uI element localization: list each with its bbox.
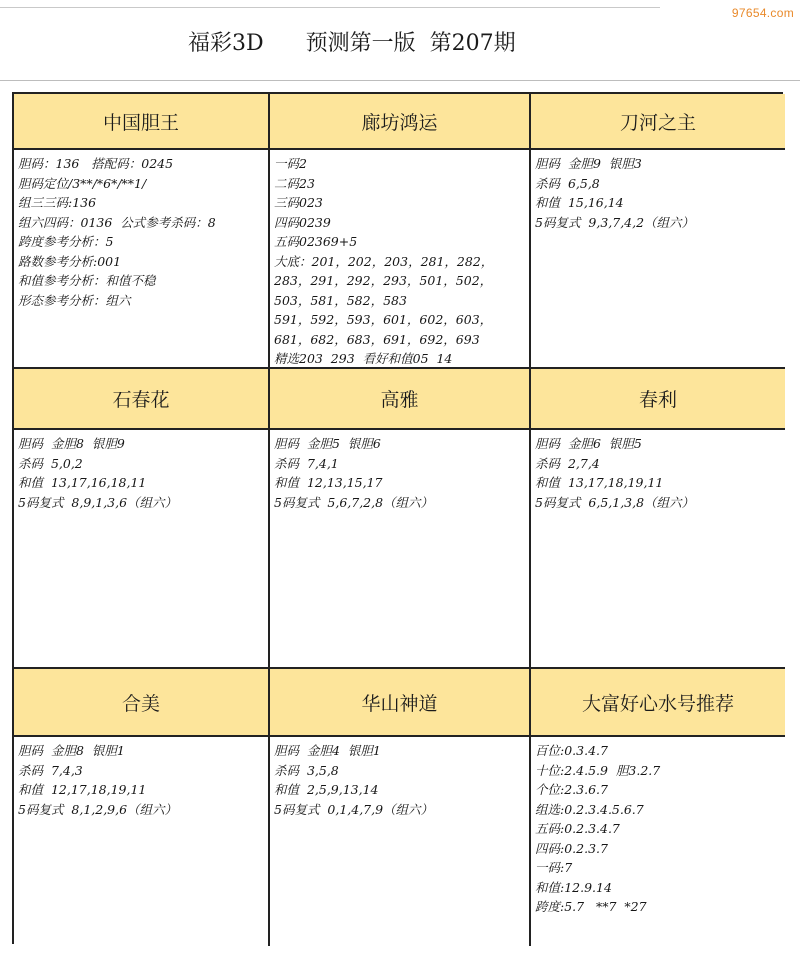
panel-line: 和值 12,17,18,19,11 [18,782,147,797]
title-divider [0,80,800,81]
panel-line: 和值:12.9.14 [535,879,612,895]
panel-body [531,150,785,369]
panel-line: 和值 13,17,18,19,11 [535,475,664,490]
panel-line: 个位:2.3.6.7 [535,782,608,797]
panel-line: 五码02369+5 [274,234,358,249]
panel-line: 一码2 [274,156,307,171]
panel-header: 石春花 [14,369,270,430]
panel-line: 二码23 [274,175,315,191]
panel-line: 胆码 金胆5 银胆6 [274,436,381,451]
panel-line: 三码023 [274,195,323,210]
page-title: 福彩3D 预测第一版 第207期 [188,31,516,56]
panel-line: 胆码定位/3**/*6*/**1/ [18,175,147,191]
panel-line: 和值 15,16,14 [535,195,624,210]
panel-line: 5码复式 8,1,2,9,6（组六） [18,801,178,817]
panel-line: 和值 2,5,9,13,14 [274,782,379,797]
panel-line: 跨度:5.7 **7 *27 [535,899,647,914]
panel-header: 春利 [531,369,785,430]
panel-line: 和值 12,13,15,17 [274,475,383,490]
panel-body [270,737,531,946]
panel-line: 组选:0.2.3.4.5.6.7 [535,801,644,817]
panel-line: 胆码 金胆8 银胆9 [18,436,125,451]
prediction-table [12,92,783,944]
panel-line: 胆码 金胆9 银胆3 [535,156,642,171]
panel-body [14,737,270,946]
panel-body [270,150,531,369]
panel-header: 华山神道 [270,669,531,737]
panel-header: 高雅 [270,369,531,430]
panel-line: 组六四码：0136 公式参考杀码：8 [18,214,216,230]
panel-line: 杀码 2,7,4 [535,455,600,471]
panel-line: 跨度参考分析：5 [18,234,114,249]
panel-line: 五码:0.2.3.4.7 [535,821,620,836]
panel-line: 杀码 5,0,2 [18,455,83,471]
panel-line: 胆码 金胆8 银胆1 [18,743,125,758]
panel-header: 刀河之主 [531,94,785,150]
panel-line: 5码复式 8,9,1,3,6（组六） [18,494,178,510]
panel-line: 形态参考分析：组六 [18,292,131,308]
panel-header: 大富好心水号推荐 [531,669,785,737]
panel-line: 大底：201，202，203，281，282，283，291，292，293，501，502，503，581，582，583 [274,253,494,308]
panel-line: 591，592，593，601，602，603，681，682，683，691，692，693 [274,312,493,347]
panel-line: 四码0239 [274,214,331,230]
panel-line: 路数参考分析:001 [18,253,122,269]
panel-line: 5码复式 6,5,1,3,8（组六） [535,494,695,510]
panel-line: 和值 13,17,16,18,11 [18,475,147,490]
panel-line: 组三三码:136 [18,195,97,210]
panel-line: 十位:2.4.5.9 胆3.2.7 [535,762,661,778]
top-divider [0,7,660,8]
watermark: 97654.com [731,6,794,20]
panel-line: 胆码 金胆4 银胆1 [274,743,381,758]
panel-line: 杀码 3,5,8 [274,762,339,778]
panel-line: 5码复式 0,1,4,7,9（组六） [274,801,434,817]
panel-body [14,430,270,669]
panel-body [531,737,785,946]
panel-line: 杀码 7,4,1 [274,455,339,471]
panel-header: 中国胆王 [14,94,270,150]
panel-line: 四码:0.2.3.7 [535,840,608,856]
panel-line: 胆码：136 搭配码：0245 [18,156,174,171]
panel-line: 精选203 293 看好和值05 14 [274,351,453,366]
panel-body [14,150,270,369]
panel-header: 合美 [14,669,270,737]
panel-line: 百位:0.3.4.7 [535,743,608,758]
panel-body [270,430,531,669]
panel-line: 5码复式 9,3,7,4,2（组六） [535,214,695,230]
panel-header: 廊坊鸿运 [270,94,531,150]
panel-line: 杀码 6,5,8 [535,175,600,191]
panel-line: 杀码 7,4,3 [18,762,83,778]
panel-line: 5码复式 5,6,7,2,8（组六） [274,494,434,510]
panel-line: 一码:7 [535,860,573,875]
panel-body [531,430,785,669]
panel-line: 胆码 金胆6 银胆5 [535,436,642,451]
panel-line: 和值参考分析：和值不稳 [18,273,156,288]
